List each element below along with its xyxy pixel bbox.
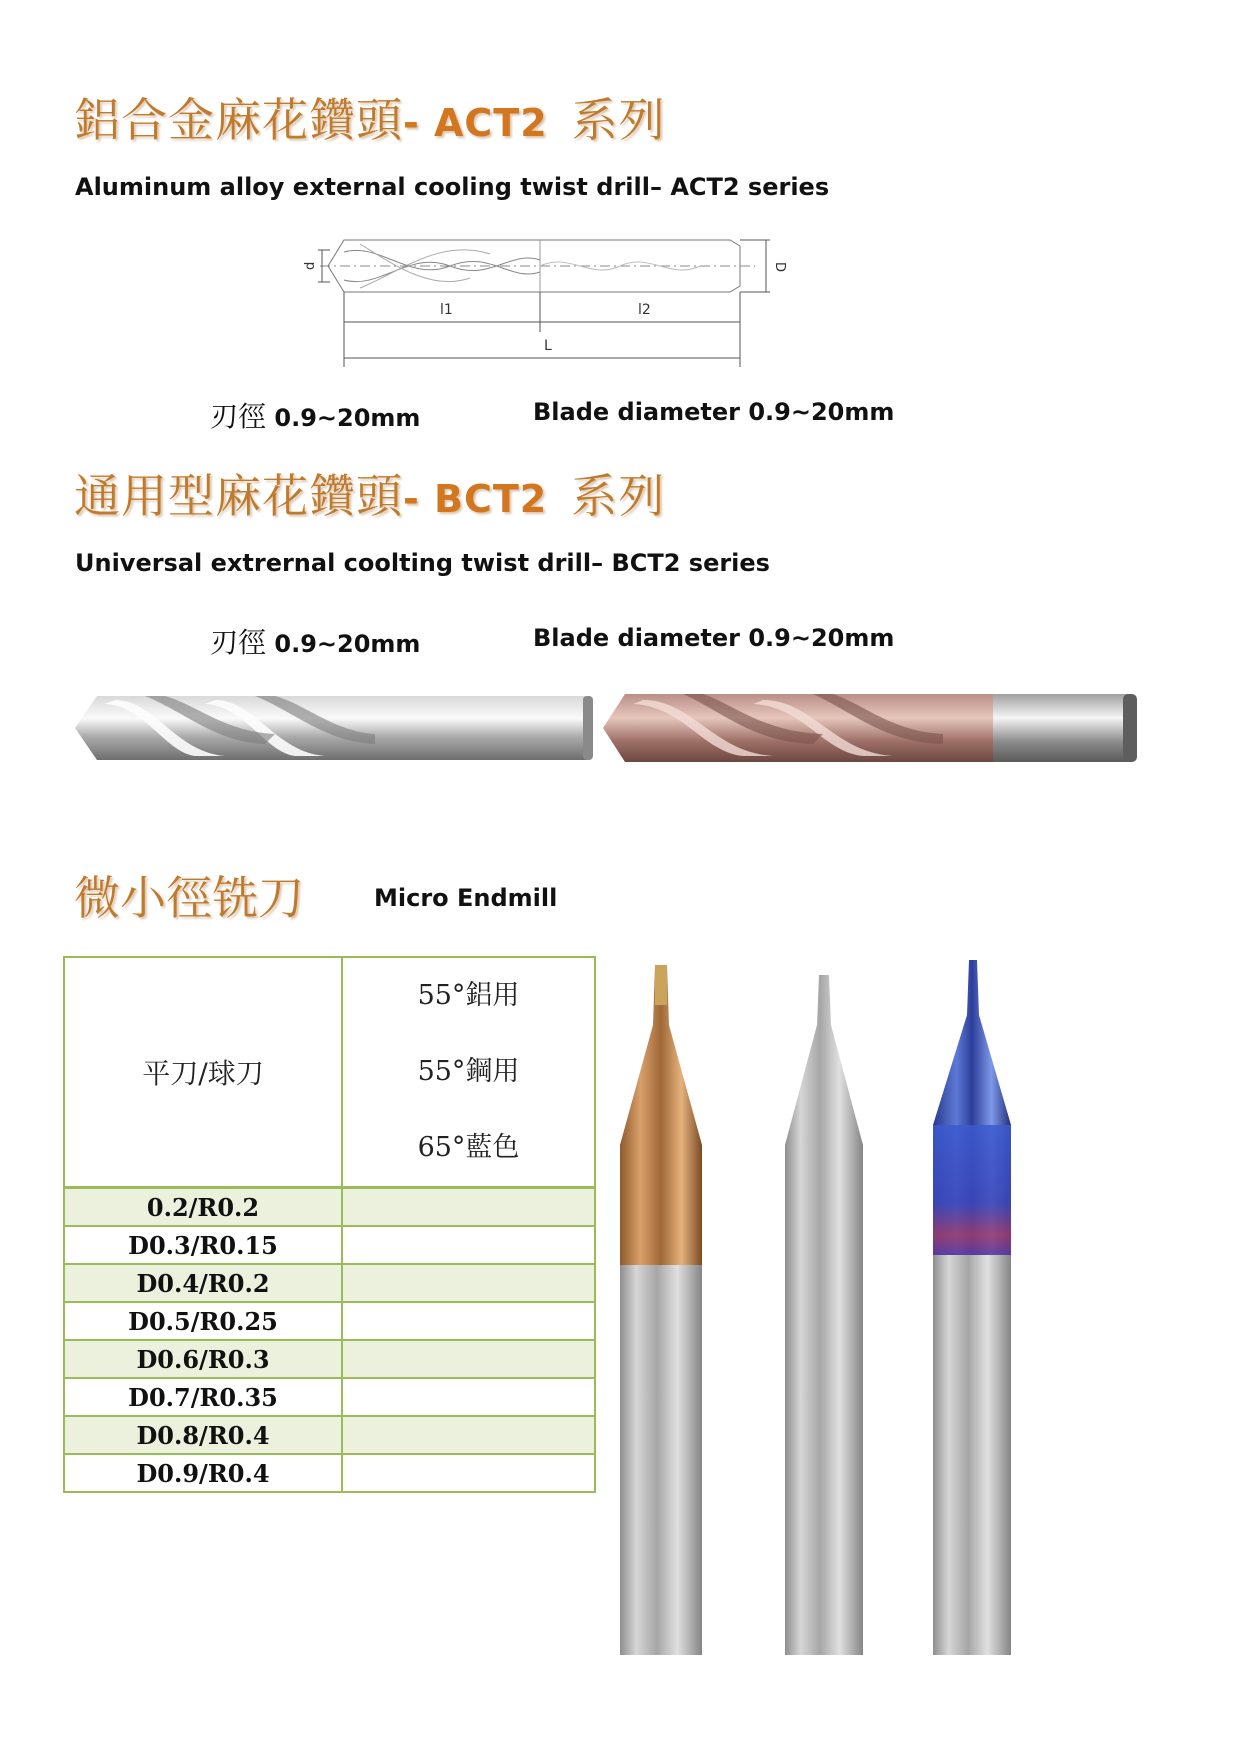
micro-endmill-subtitle: Micro Endmill <box>374 884 558 912</box>
table-header-type: 平刀/球刀 <box>64 957 342 1188</box>
table-row <box>64 1416 595 1454</box>
table-row <box>64 1226 595 1264</box>
table-row <box>64 1454 595 1492</box>
diagram-label-d: d <box>303 261 318 270</box>
micro-endmill-title: 微小徑铣刀 <box>74 871 304 925</box>
micro-endmills-image <box>615 955 1045 1655</box>
empty-cell <box>342 1416 595 1454</box>
bct2-title-suffix: 系列 <box>571 469 666 523</box>
bct2-spec-cn: 刃徑 0.9~20mm <box>210 626 421 659</box>
act2-title-code: - ACT2 <box>403 101 548 145</box>
size-cell: D0.3/R0.15 <box>64 1226 342 1264</box>
empty-cell <box>342 1302 595 1340</box>
size-cell: D0.9/R0.4 <box>64 1454 342 1492</box>
empty-cell <box>342 1264 595 1302</box>
act2-spec-cn: 刃徑 0.9~20mm <box>210 400 421 433</box>
table-row <box>64 1340 595 1378</box>
coating-label: 55°鋼用 <box>417 1056 520 1087</box>
empty-cell <box>342 1378 595 1416</box>
table-row <box>64 1188 595 1227</box>
table-header-row <box>64 957 595 1188</box>
endmill-spec-table <box>63 956 596 1493</box>
size-cell: D0.5/R0.25 <box>64 1302 342 1340</box>
coating-label: 55°鋁用 <box>417 980 520 1011</box>
bct2-title-cn: 通用型麻花鑽頭 <box>74 469 403 523</box>
bct2-spec-en: Blade diameter 0.9~20mm <box>533 624 895 652</box>
empty-cell <box>342 1340 595 1378</box>
diagram-label-D: D <box>772 262 787 273</box>
bct2-title <box>74 460 665 526</box>
empty-cell <box>342 1454 595 1492</box>
twist-drill-silver-image <box>75 682 593 774</box>
diagram-label-l1: l1 <box>440 302 453 318</box>
act2-title-cn: 鋁合金麻花鑽頭 <box>74 93 403 147</box>
size-cell: 0.2/R0.2 <box>64 1188 342 1227</box>
bct2-title-code: - BCT2 <box>403 477 548 521</box>
empty-cell <box>342 1226 595 1264</box>
table-row <box>64 1302 595 1340</box>
size-cell: D0.6/R0.3 <box>64 1340 342 1378</box>
act2-title <box>74 84 666 150</box>
act2-spec-en: Blade diameter 0.9~20mm <box>533 398 895 426</box>
table-row <box>64 1378 595 1416</box>
twist-drill-rose-gold-image <box>603 682 1141 774</box>
empty-cell <box>342 1188 595 1227</box>
table-header-coatings <box>342 957 595 1188</box>
size-cell: D0.8/R0.4 <box>64 1416 342 1454</box>
size-cell: D0.4/R0.2 <box>64 1264 342 1302</box>
drill-dimension-diagram <box>303 232 790 368</box>
act2-title-suffix: 系列 <box>571 93 666 147</box>
size-cell: D0.7/R0.35 <box>64 1378 342 1416</box>
act2-subtitle: Aluminum alloy external cooling twist drill– ACT2 series <box>75 173 830 201</box>
diagram-label-l2: l2 <box>638 302 651 318</box>
coating-label: 65°藍色 <box>417 1132 520 1163</box>
bct2-subtitle: Universal extrernal coolting twist drill– BCT2 series <box>75 549 770 577</box>
table-row <box>64 1264 595 1302</box>
diagram-label-L: L <box>544 338 552 354</box>
